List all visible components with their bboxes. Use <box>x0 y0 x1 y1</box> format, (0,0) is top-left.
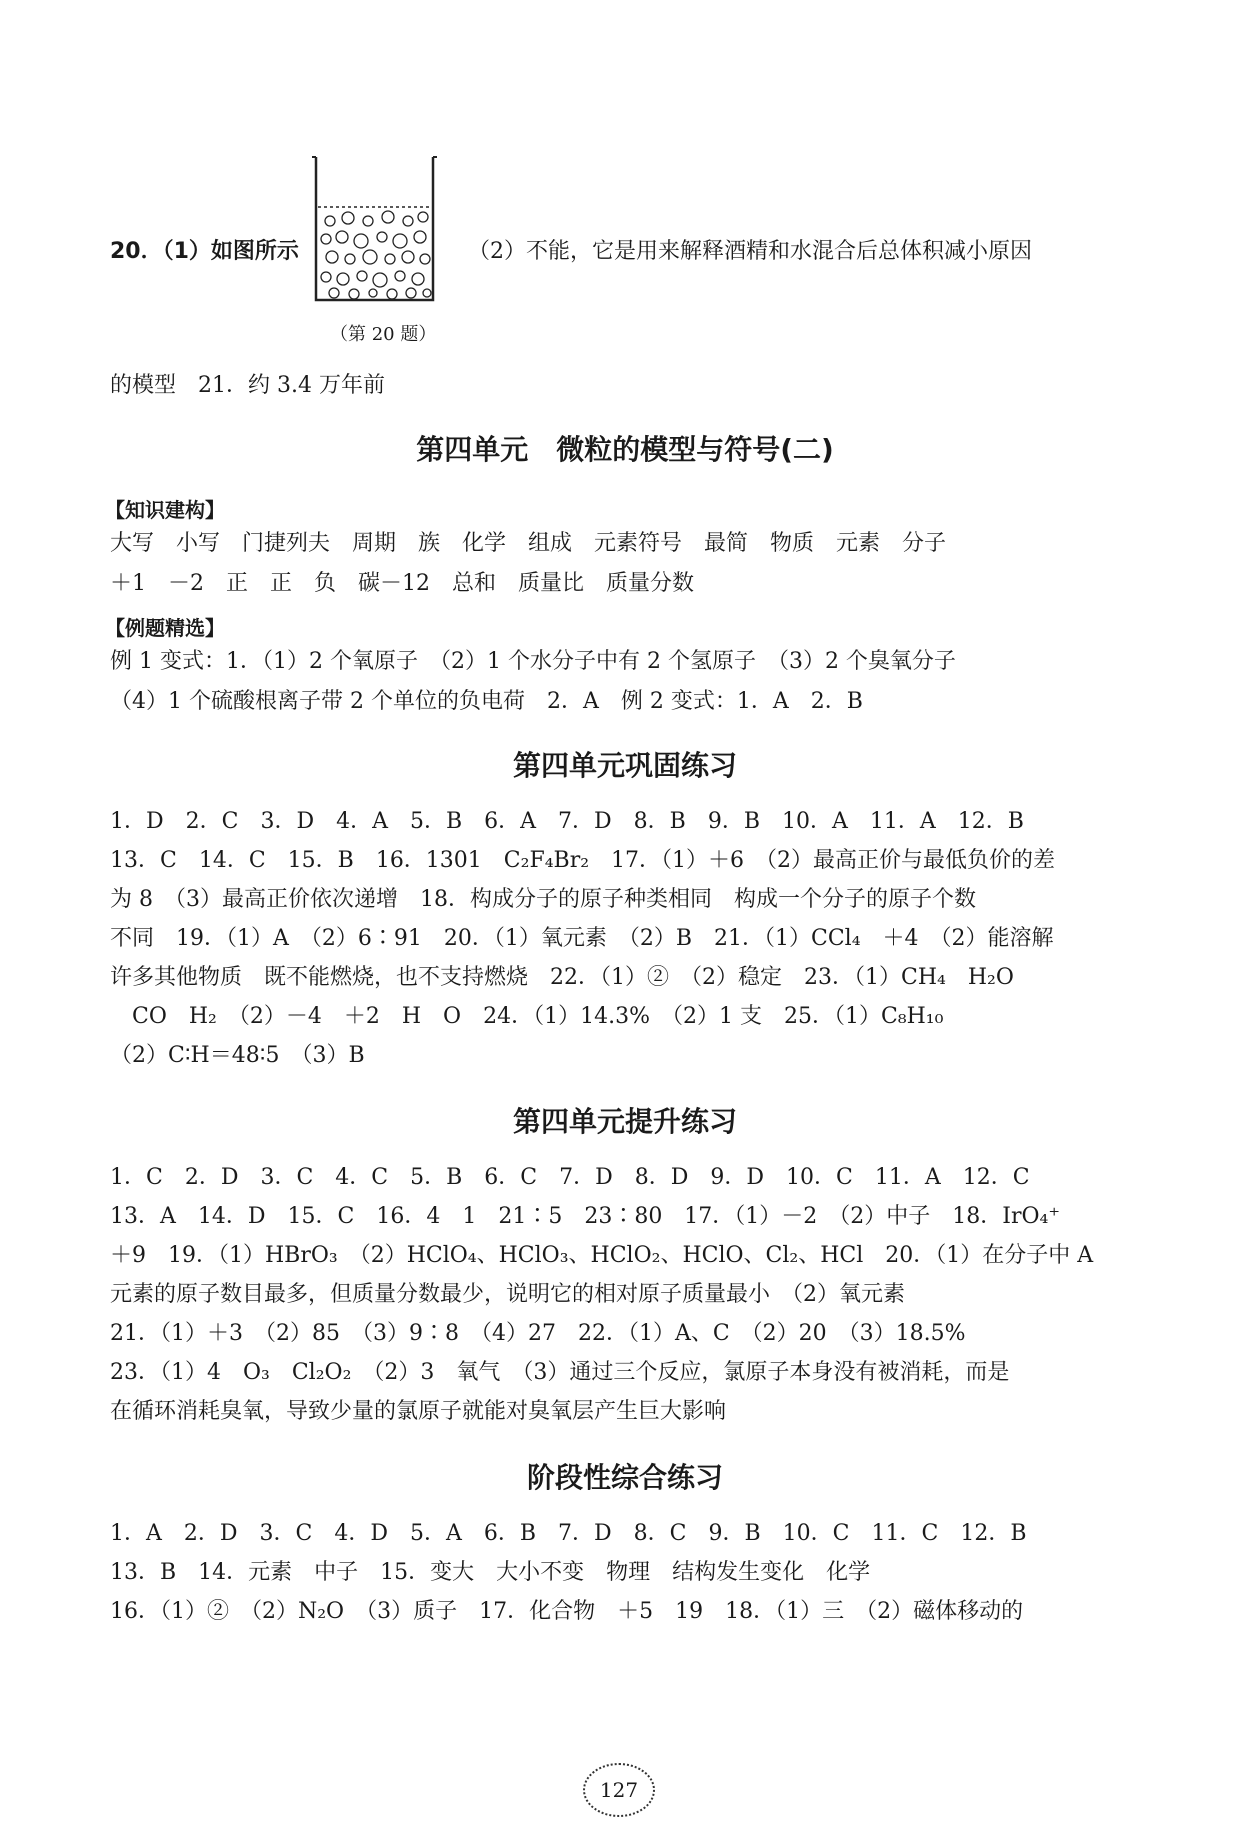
consolidation-line: CO H₂ （2）－4 ＋2 H O 24．（1）14.3% （2）1 支 25．（1）C₈H₁₀ <box>110 1004 944 1029</box>
comprehensive-line: 16．（1）② （2）N₂O （3）质子 17．化合物 ＋5 19 18．（1）三 （2）磁体移动的 <box>110 1599 1024 1624</box>
improvement-title: 第四单元提升练习 <box>512 1105 737 1138</box>
q20-caption: （第 20 题） <box>330 324 437 345</box>
page-number: 127 <box>583 1763 655 1817</box>
consolidation-title: 第四单元巩固练习 <box>512 749 737 782</box>
consolidation-line: 13．C 14．C 15．B 16．1301 C₂F₄Br₂ 17．（1）＋6 （2）最高正价与最低负价的差 <box>110 848 1056 873</box>
examples-line-1: 例 1 变式：1．（1）2 个氧原子 （2）1 个水分子中有 2 个氢原子 （3）2 个臭氧分子 <box>110 649 956 674</box>
improvement-line: 在循环消耗臭氧，导致少量的氯原子就能对臭氧层产生巨大影响 <box>110 1399 727 1424</box>
q20-continuation: 的模型 21．约 3.4 万年前 <box>110 373 385 398</box>
consolidation-line: 不同 19．（1）A （2）6∶91 20．（1）氧元素 （2）B 21．（1）CCl₄ ＋4 （2）能溶解 <box>110 926 1054 951</box>
comprehensive-line: 1．A 2．D 3．C 4．D 5．A 6．B 7．D 8．C 9．B 10．C 11．C 12．B <box>110 1521 1027 1546</box>
improvement-line: 23．（1）4 O₃ Cl₂O₂ （2）3 氧气 （3）通过三个反应，氯原子本身没有被消耗，而是 <box>110 1360 1010 1385</box>
consolidation-line: 许多其他物质 既不能燃烧，也不支持燃烧 22．（1）② （2）稳定 23．（1）CH₄ H₂O <box>110 965 1014 990</box>
comprehensive-title: 阶段性综合练习 <box>526 1461 723 1494</box>
consolidation-line: 1．D 2．C 3．D 4．A 5．B 6．A 7．D 8．B 9．B 10．A 11．A 12．B <box>110 809 1024 834</box>
improvement-line: ＋9 19．（1）HBrO₃ （2）HClO₄、HClO₃、HClO₂、HClO、Cl₂、HCl 20．（1）在分子中 A <box>110 1243 1094 1268</box>
q20-left: 20．（1）如图所示 <box>110 239 299 264</box>
knowledge-line-2: ＋1 －2 正 正 负 碳－12 总和 质量比 质量分数 <box>110 571 694 596</box>
q20-right: （2）不能，它是用来解释酒精和水混合后总体积减小原因 <box>468 239 1032 264</box>
examples-header: 【例题精选】 <box>105 616 225 640</box>
consolidation-line: （2）C∶H＝48∶5 （3）B <box>110 1043 365 1068</box>
improvement-line: 元素的原子数目最多，但质量分数最少，说明它的相对原子质量最小 （2）氧元素 <box>110 1282 905 1307</box>
comprehensive-line: 13．B 14．元素 中子 15．变大 大小不变 物理 结构发生变化 化学 <box>110 1560 871 1585</box>
examples-line-2: （4）1 个硫酸根离子带 2 个单位的负电荷 2．A 例 2 变式：1．A 2．B <box>110 689 863 714</box>
knowledge-line-1: 大写 小写 门捷列夫 周期 族 化学 组成 元素符号 最简 物质 元素 分子 <box>110 531 947 556</box>
improvement-line: 1．C 2．D 3．C 4．C 5．B 6．C 7．D 8．D 9．D 10．C 11．A 12．C <box>110 1165 1030 1190</box>
beaker-figure <box>312 155 437 305</box>
knowledge-header: 【知识建构】 <box>105 498 225 522</box>
unit4-title: 第四单元 微粒的模型与符号(二) <box>416 433 834 466</box>
consolidation-line: 为 8 （3）最高正价依次递增 18．构成分子的原子种类相同 构成一个分子的原子个数 <box>110 887 976 912</box>
improvement-line: 21．（1）＋3 （2）85 （3）9∶8 （4）27 22．（1）A、C （2）20 （3）18.5% <box>110 1321 966 1346</box>
improvement-line: 13．A 14．D 15．C 16．4 1 21∶5 23∶80 17．（1）－2 （2）中子 18．IrO₄⁺ <box>110 1204 1060 1229</box>
